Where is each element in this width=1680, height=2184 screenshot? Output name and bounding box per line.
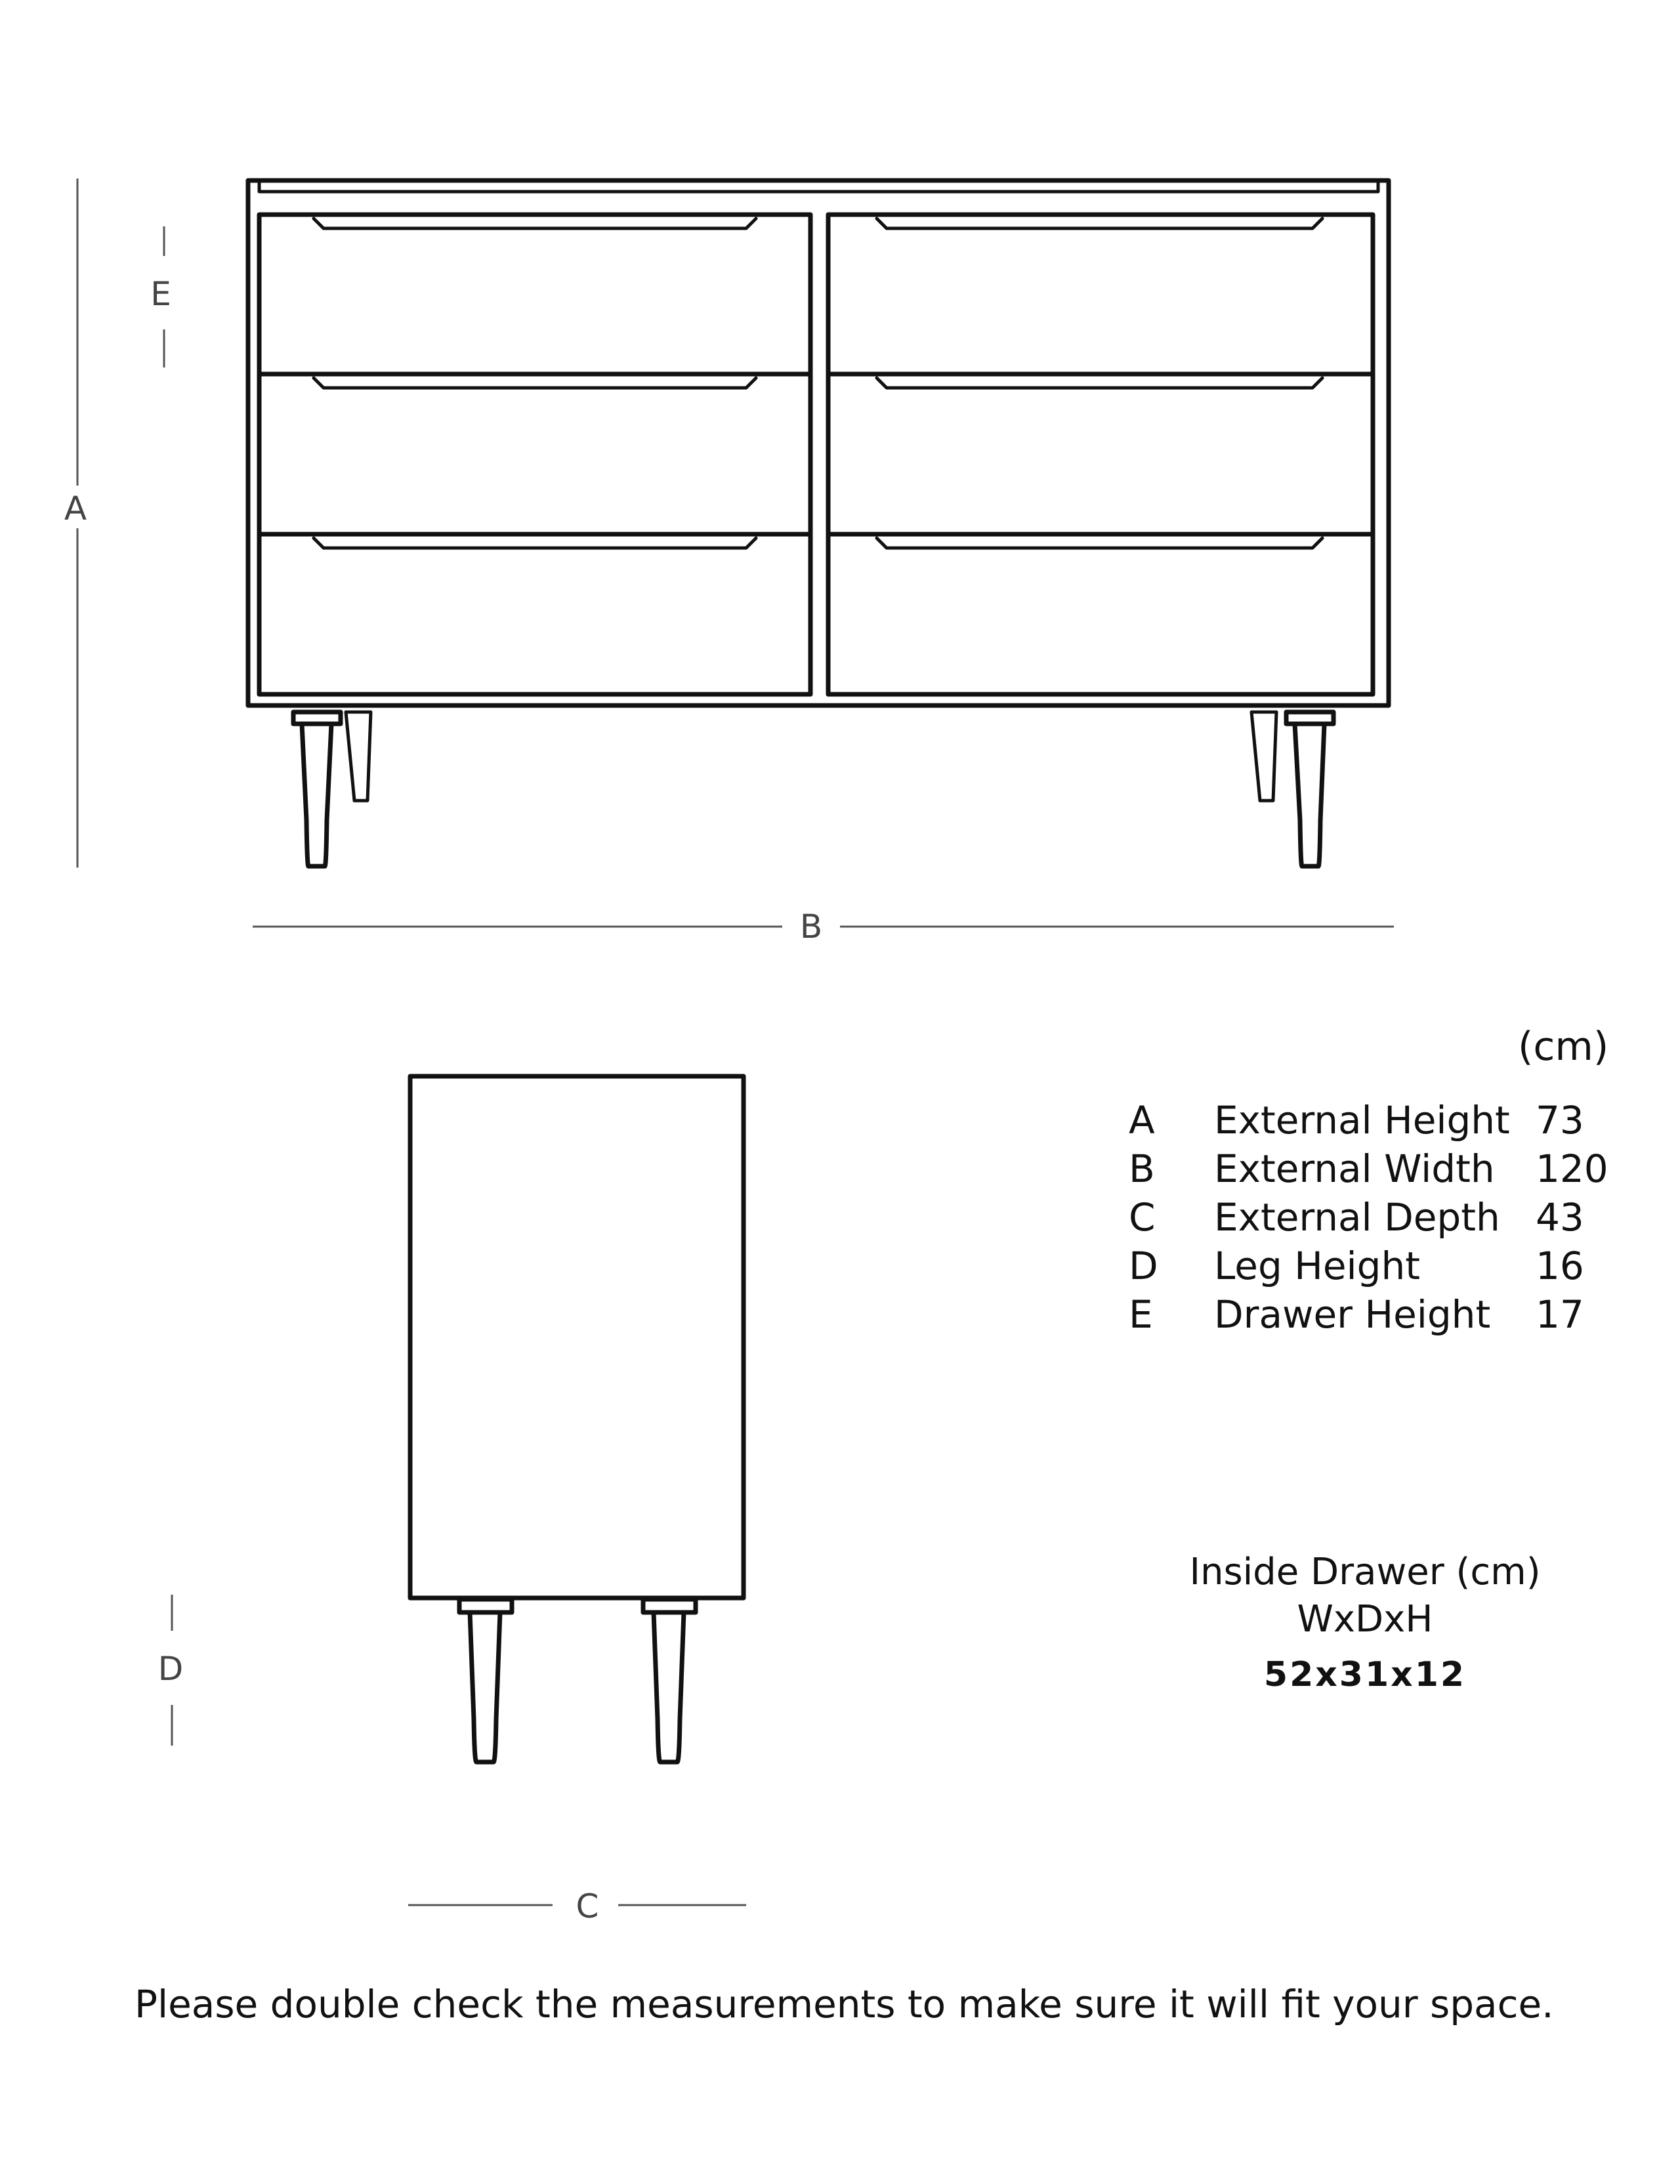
front-view-chest [248, 180, 1389, 866]
row-key: A [1129, 1098, 1155, 1143]
handle-right-3 [877, 538, 1322, 548]
side-outline [410, 1076, 744, 1598]
drawer-left-1 [259, 215, 810, 374]
handle-right-2 [877, 378, 1322, 388]
table-row [1129, 1242, 1608, 1290]
measurements-table [1129, 1096, 1608, 1339]
dim-label-b: B [799, 908, 823, 946]
table-row [1129, 1096, 1608, 1144]
table-row [1129, 1144, 1608, 1193]
drawer-left-3 [259, 534, 810, 694]
row-value: 120 [1536, 1146, 1608, 1191]
drawer-right-2 [828, 374, 1373, 534]
row-value: 73 [1536, 1098, 1584, 1143]
dim-label-e: E [150, 275, 171, 313]
row-key: B [1129, 1146, 1155, 1191]
footer-note: Please double check the measurements to make sure it will fit your space. [135, 1982, 1554, 2026]
dim-label-d: D [158, 1650, 184, 1688]
row-name: External Width [1214, 1146, 1495, 1191]
table-row [1129, 1290, 1608, 1339]
row-key: D [1129, 1244, 1158, 1288]
inside-drawer-format: WxDxH [1297, 1598, 1433, 1641]
dim-label-c: C [576, 1887, 599, 1925]
side-view-chest [410, 1076, 744, 1762]
handle-left-3 [314, 538, 756, 548]
dim-label-a: A [64, 490, 87, 528]
row-name: Drawer Height [1214, 1292, 1491, 1337]
row-value: 17 [1536, 1292, 1584, 1337]
drawer-right-1 [828, 215, 1373, 374]
unit-label: (cm) [1518, 1024, 1609, 1070]
handle-left-1 [314, 219, 756, 228]
handle-left-2 [314, 378, 756, 388]
drawer-handles [314, 219, 1322, 548]
row-name: Leg Height [1214, 1244, 1420, 1288]
table-row [1129, 1193, 1608, 1242]
inside-drawer-dimensions: 52x31x12 [1263, 1655, 1467, 1694]
drawer-right-3 [828, 534, 1373, 694]
front-legs [293, 712, 1334, 866]
chest-outline [248, 180, 1389, 705]
drawer-left-2 [259, 374, 810, 534]
row-key: C [1129, 1195, 1156, 1240]
inside-drawer-block [1168, 1549, 1562, 1698]
row-name: External Depth [1214, 1195, 1500, 1240]
row-key: E [1129, 1292, 1153, 1337]
row-name: External Height [1214, 1098, 1510, 1143]
row-value: 43 [1536, 1195, 1584, 1240]
handle-right-1 [877, 219, 1322, 228]
inside-drawer-title: Inside Drawer (cm) [1189, 1551, 1541, 1593]
row-value: 16 [1536, 1244, 1584, 1288]
